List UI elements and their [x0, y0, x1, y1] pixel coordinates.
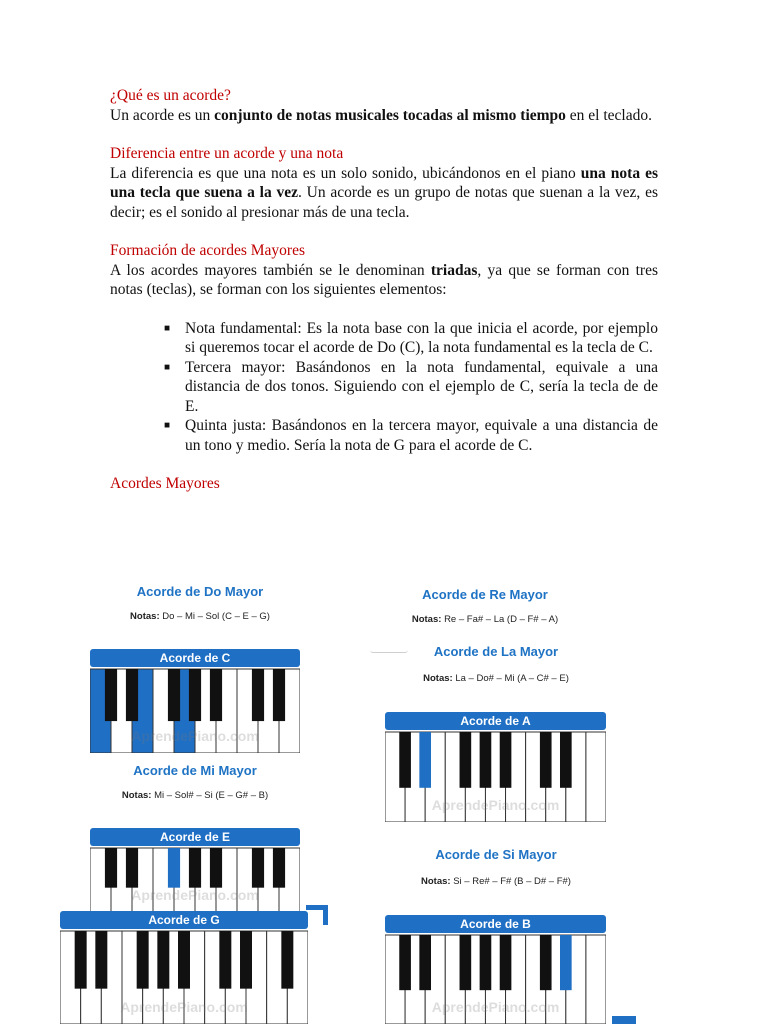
black-key: [480, 935, 492, 990]
black-key: [419, 935, 431, 990]
chord-notes-la: [386, 673, 606, 684]
chord-notes-si: [386, 876, 606, 887]
black-key: [137, 931, 149, 989]
list-item-text: Tercera mayor: Basándonos en la nota fundamental, equivale a una distancia de dos tonos. Siguiendo con el ejemplo de C, sería la tecla de de E.: [185, 358, 658, 415]
black-key: [105, 669, 117, 721]
list-item: [164, 358, 658, 417]
paragraph-text: en el teclado.: [565, 106, 652, 124]
section-heading-acordes-mayores: Acordes Mayores: [110, 475, 220, 492]
black-key: [168, 848, 180, 888]
chord-title-la: Acorde de La Mayor: [433, 644, 559, 659]
black-key: [399, 935, 411, 990]
chord-title-re: Acorde de Re Mayor: [422, 587, 548, 602]
black-key: [500, 732, 512, 788]
list-item-text: Nota fundamental: Es la nota base con la que inicia el acorde, por ejemplo si queremos tocar el acorde de Do (C), la nota fundamental es la tecla de C.: [185, 319, 658, 356]
chord-banner-label: Acorde de E: [159, 830, 231, 844]
keyboard-diagram-b: [385, 915, 606, 1024]
black-key: [210, 848, 222, 888]
notes-text: Do – Mi – Sol (C – E – G): [162, 611, 270, 622]
black-key: [281, 931, 293, 989]
black-key: [95, 931, 107, 989]
notes-text: Mi – Sol# – Si (E – G# – B): [154, 790, 269, 801]
black-key: [273, 669, 285, 721]
black-key: [178, 931, 190, 989]
black-key: [189, 669, 201, 721]
paragraph-bold-text: conjunto de notas musicales tocadas al mismo tiempo: [214, 106, 566, 124]
keyboard-diagram-a: [385, 712, 606, 822]
section-heading-diferencia: Diferencia entre un acorde y una nota: [110, 145, 344, 162]
notes-text: La – Do# – Mi (A – C# – E): [455, 673, 569, 684]
keyboard-diagram-c: [90, 649, 300, 753]
black-key: [480, 732, 492, 788]
notes-prefix: Notas:: [411, 614, 442, 625]
paragraph-bold-text: una nota es una tecla que suena a la vez: [110, 164, 658, 201]
black-key: [189, 848, 201, 888]
chord-notes-do: [90, 611, 310, 622]
chord-banner-label: Acorde de B: [460, 917, 531, 931]
black-key: [168, 669, 180, 721]
black-key: [126, 669, 138, 721]
watermark-text: AprendePiano.com: [431, 999, 560, 1015]
notes-text: Re – Fa# – La (D – F# – A): [444, 614, 559, 625]
notes-prefix: Notas:: [121, 790, 152, 801]
paragraph-bold-text: triadas: [430, 261, 478, 279]
black-key: [540, 935, 552, 990]
bullet-square-icon: ■: [164, 361, 171, 373]
paragraph-formacion: [110, 261, 658, 300]
black-key: [240, 931, 252, 989]
notes-text: Si – Re# – F# (B – D# – F#): [453, 876, 571, 887]
black-key: [460, 732, 472, 788]
black-key: [219, 931, 231, 989]
notes-prefix: Notas:: [423, 673, 453, 684]
black-key: [105, 848, 117, 888]
list-item: [164, 416, 658, 455]
elements-list: [110, 319, 658, 456]
chord-title-si: Acorde de Si Mayor: [435, 847, 557, 862]
corner-accent: [306, 905, 328, 925]
chord-banner-label: Acorde de G: [148, 913, 220, 927]
chord-title-do: Acorde de Do Mayor: [136, 584, 264, 599]
list-item-text: Quinta justa: Basándonos en la tercera mayor, equivale a una distancia de un tono y medio. Sería la nota de G para el acorde de C.: [185, 417, 658, 454]
black-key: [560, 935, 572, 990]
section-heading-que-es: ¿Qué es un acorde?: [110, 87, 231, 104]
black-key: [540, 732, 552, 788]
chord-banner-label: Acorde de A: [460, 714, 531, 728]
paragraph-text: La diferencia es que una nota es un solo sonido, ubicándonos en el piano: [110, 164, 581, 182]
watermark-text: AprendePiano.com: [131, 728, 259, 744]
white-key: [586, 935, 606, 1024]
white-key: [586, 732, 606, 822]
black-key: [210, 669, 222, 721]
section-heading-formacion: Formación de acordes Mayores: [110, 242, 305, 259]
notes-prefix: Notas:: [130, 611, 160, 622]
black-key: [460, 935, 472, 990]
chord-title-mi: Acorde de Mi Mayor: [133, 763, 257, 778]
bullet-square-icon: ■: [164, 322, 171, 334]
text-content: [110, 86, 658, 494]
bullet-square-icon: ■: [164, 420, 171, 431]
list-item: [164, 319, 658, 358]
black-key: [157, 931, 169, 989]
black-key: [419, 732, 431, 788]
notes-prefix: Notas:: [421, 876, 451, 887]
watermark-text: AprendePiano.com: [431, 797, 560, 813]
paragraph-text: A los acordes mayores también se le denominan: [110, 261, 431, 279]
black-key: [126, 848, 138, 888]
paragraph-text: , ya que se forman con tres notas (teclas), se forman con los siguientes elementos:: [110, 261, 658, 298]
image-edge-divider: [370, 648, 408, 653]
chord-notes-mi: [85, 790, 305, 801]
black-key: [399, 732, 411, 788]
paragraph-diferencia: [110, 164, 658, 223]
black-key: [273, 848, 285, 888]
corner-accent: [612, 1016, 636, 1024]
keyboard-diagram-g: [60, 911, 308, 1024]
black-key: [252, 669, 264, 721]
black-key: [500, 935, 512, 990]
chord-notes-re: [375, 614, 595, 625]
paragraph-que-es: [110, 106, 658, 126]
watermark-text: AprendePiano.com: [120, 999, 248, 1015]
keyboard-diagram-e: [90, 828, 300, 912]
black-key: [75, 931, 87, 989]
black-key: [560, 732, 572, 788]
paragraph-text: . Un acorde es un grupo de notas que suenan a la vez, es decir; es el sonido al presionar más de una tecla.: [110, 184, 658, 221]
watermark-text: AprendePiano.com: [131, 887, 259, 903]
chord-banner-label: Acorde de C: [159, 651, 231, 665]
paragraph-text: Un acorde es un: [110, 106, 215, 124]
black-key: [252, 848, 264, 888]
